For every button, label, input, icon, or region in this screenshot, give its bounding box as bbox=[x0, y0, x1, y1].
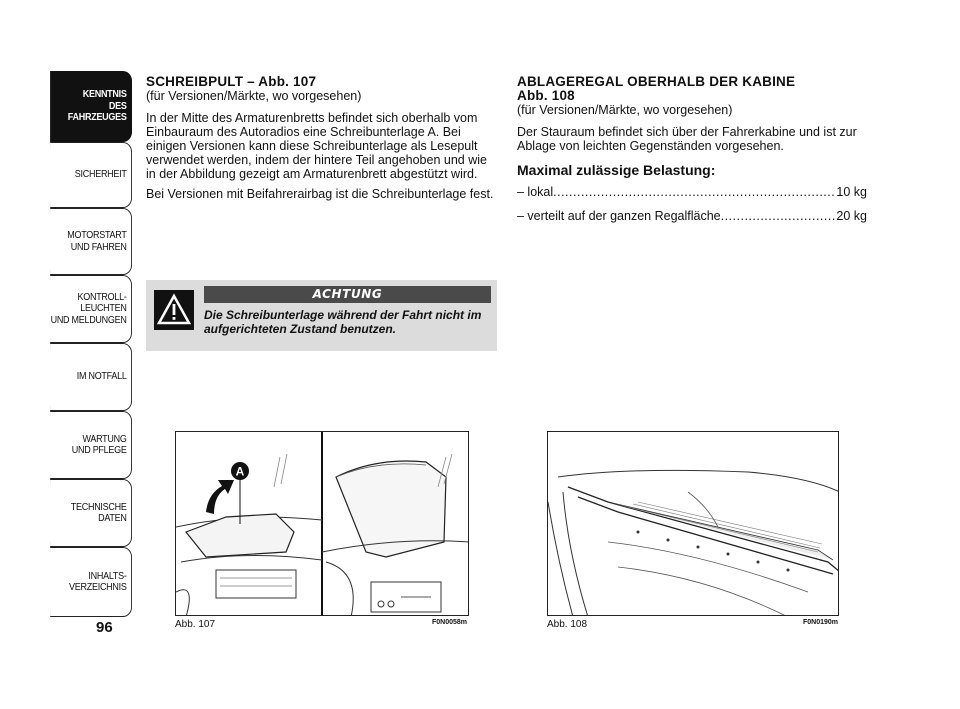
tab-label: SICHERHEIT bbox=[74, 169, 127, 181]
dashboard-writing-desk-illustration bbox=[176, 432, 469, 616]
tab-kontrollleuchten-und-meldungen[interactable] bbox=[50, 275, 132, 343]
figure-caption: Abb. 108 bbox=[547, 619, 588, 630]
tab-im-notfall[interactable] bbox=[50, 343, 132, 411]
warning-icon bbox=[154, 290, 194, 330]
figure-code: F0N0190m bbox=[803, 619, 839, 626]
tab-label: TECHNISCHE bbox=[70, 501, 127, 513]
tab-motorstart-und-fahren[interactable] bbox=[50, 208, 132, 275]
tab-kenntnis-des-fahrzeuges[interactable] bbox=[50, 71, 132, 142]
tab-label: MOTORSTART bbox=[67, 230, 127, 241]
tab-label: UND PFLEGE bbox=[71, 445, 127, 456]
section-title: ABLAGEREGAL OBERHALB DER KABINE bbox=[517, 74, 796, 89]
tab-label: KONTROLL- bbox=[77, 291, 127, 303]
section-ablageregal bbox=[517, 75, 867, 233]
paragraph: Der Stauraum befindet sich über der Fahrerkabine und ist zur Ablage von leichten Gegenständen vorgesehen. bbox=[517, 125, 857, 153]
tab-label: VERZEICHNIS bbox=[69, 582, 127, 593]
warning-text: Die Schreibunterlage während der Fahrt nicht im aufgerichteten Zustand benutzen. bbox=[204, 308, 482, 336]
paragraph: Bei Versionen mit Beifahrerairbag ist die Schreibunterlage fest. bbox=[146, 187, 494, 201]
callout-label: A bbox=[235, 464, 245, 479]
tab-label: DATEN bbox=[98, 513, 127, 524]
section-title-ref: Abb. 108 bbox=[517, 88, 575, 103]
warning-box bbox=[146, 280, 497, 351]
section-schreibpult bbox=[146, 75, 496, 207]
tab-label: UND FAHREN bbox=[70, 241, 127, 253]
section-subtitle: (für Versionen/Märkte, wo vorgesehen) bbox=[146, 89, 362, 103]
load-value: 20 kg bbox=[836, 209, 867, 223]
load-label: – verteilt auf der ganzen Regalfläche bbox=[517, 209, 721, 223]
load-label: – lokal bbox=[517, 185, 554, 199]
tab-label: LEUCHTEN bbox=[80, 303, 127, 315]
tab-label: IM NOTFALL bbox=[76, 371, 127, 383]
section-subtitle: (für Versionen/Märkte, wo vorgesehen) bbox=[517, 103, 733, 117]
tab-label: KENNTNIS bbox=[82, 89, 127, 101]
load-value: 10 kg bbox=[836, 185, 867, 199]
figure-107-illustration bbox=[175, 431, 469, 616]
figure-caption: Abb. 107 bbox=[175, 619, 216, 630]
warning-label: ACHTUNG bbox=[204, 286, 491, 303]
tab-sicherheit[interactable] bbox=[50, 142, 132, 208]
page-number: 96 bbox=[96, 619, 113, 636]
figure-108-illustration bbox=[547, 431, 839, 616]
load-row bbox=[517, 185, 867, 199]
tab-label: INHALTS- bbox=[88, 570, 127, 582]
load-row bbox=[517, 209, 867, 223]
tab-inhaltsverzeichnis[interactable] bbox=[50, 547, 132, 617]
paragraph: In der Mitte des Armaturenbretts befindet sich oberhalb vom Einbauraum des Autoradios eine Schreibunterlage A. Bei einigen Versionen kann diese Schreibunterlage als Lesepult verwendet werden, indem der hintere Teil angehoben und wie in der Abbildung gezeigt am Armaturenbrett abgestützt wird. bbox=[146, 111, 487, 181]
tab-label: UND MELDUNGEN bbox=[50, 314, 127, 326]
tab-label: DES FAHRZEUGES bbox=[67, 100, 127, 124]
tab-technische-daten[interactable] bbox=[50, 479, 132, 547]
tab-label: WARTUNG bbox=[82, 433, 127, 445]
overhead-shelf-illustration bbox=[548, 432, 839, 616]
load-heading: Maximal zulässige Belastung: bbox=[517, 162, 716, 178]
figure-code: F0N0058m bbox=[432, 619, 468, 626]
tab-wartung-und-pflege[interactable] bbox=[50, 411, 132, 479]
section-title: SCHREIBPULT – Abb. 107 bbox=[146, 74, 317, 89]
